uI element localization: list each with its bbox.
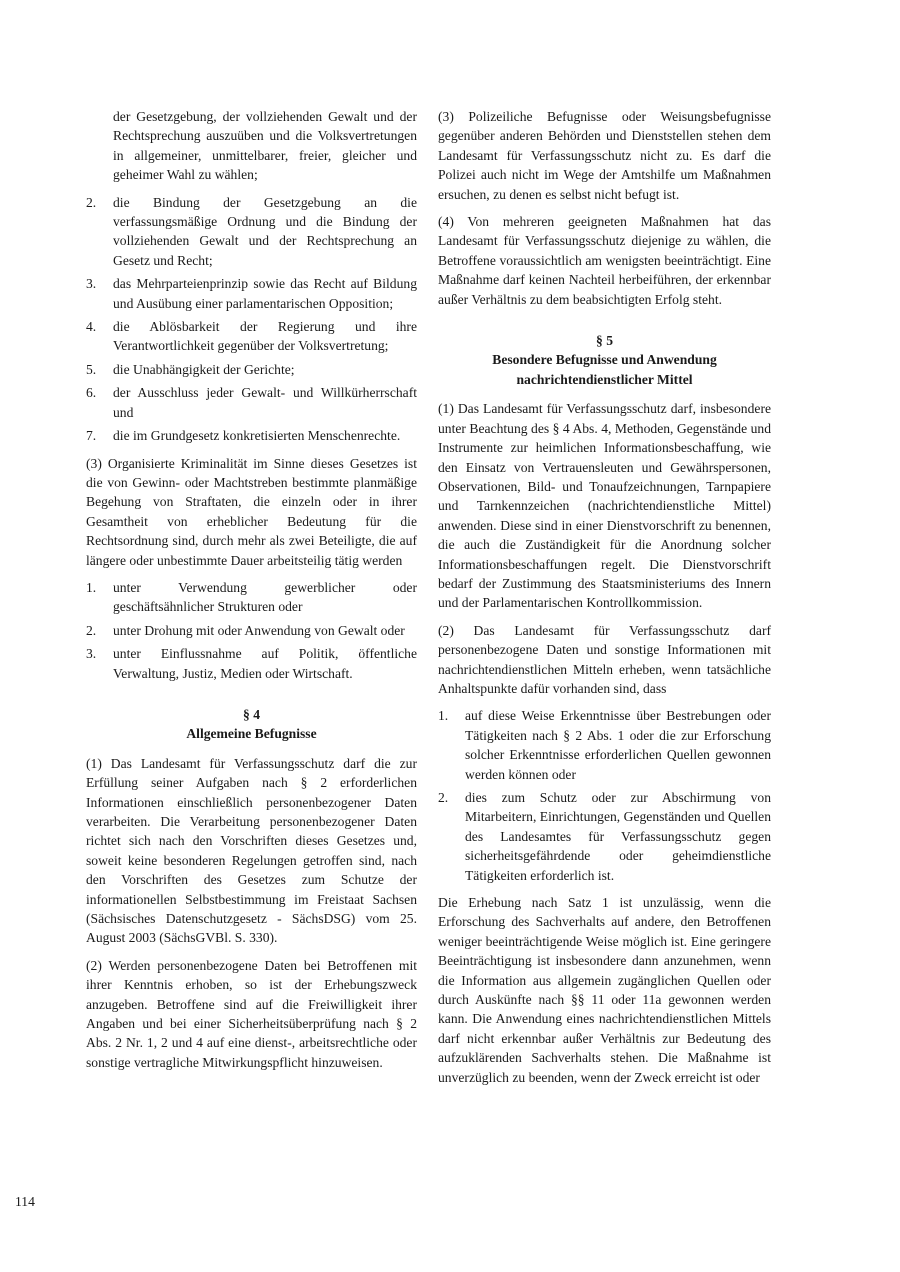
section-number: § 4 [243, 706, 260, 722]
section-4-paragraph-2: (2) Werden personenbezogene Daten bei Betroffenen mit ihrer Kenntnis erhoben, so ist der Erhebungszweck anzugeben. Betroffene sind auf die Freiwilligkeit ihrer Angaben und bei einer Sicherheitsüberprüfung nach § 2 Abs. 2 Nr. 1, 2 und 4 auf eine dienst-, arbeitsrechtliche oder sonstige vertragliche Mitwirkungspflicht hinzuweisen. [86, 957, 417, 1070]
section-5-paragraph-1: (1) Das Landesamt für Verfassungsschutz darf, insbesondere unter Beachtung des § 4 Abs. 4, Methoden, Gegenstände und Instrumente zur heimlichen Informationsbeschaffung, wie den Einsatz von Vertrauensleuten und Gewährspersonen, Observationen, Bild- und Tonaufzeichnungen, Tarnpapiere und Tarnkennzeichen (nachrichtendienstliche Mittel) anwenden. Diese sind in einer Dienstvorschrift zu benennen, die auch die Zuständigkeit für die Anordnung solcher Informationsbeschaffungen regelt. Die Dienstvorschrift bedarf der Zustimmung des Staatsministeriums des Innern und der Parlamentarischen Kontrollkommission. [438, 401, 771, 611]
section-title: Besondere Befugnisse und Anwendung [492, 352, 717, 368]
page-number: 114 [15, 1194, 35, 1209]
section-title: Allgemeine Befugnisse [186, 726, 317, 742]
list-continuation: der Gesetzgebung, der vollziehenden Gewalt und der Rechtsprechung auszuüben und die Volksvertretungen in allgemeiner, unmittelbarer, freier, gleicher und geheimer Wahl zu wählen; [113, 109, 417, 183]
section-number: § 5 [596, 333, 613, 349]
list-item: 2. unter Drohung mit oder Anwendung von Gewalt oder [86, 622, 405, 638]
principles-list [86, 193, 417, 446]
section-4-paragraph-3: (3) Polizeiliche Befugnisse oder Weisungsbefugnisse gegenüber anderen Behörden und Dienststellen stehen dem Landesamt für Verfassungsschutz nicht zu. Es darf die Polizei auch nicht im Wege der Amtshilfe um Maßnahmen ersuchen, zu denen es selbst nicht befugt ist. [438, 109, 771, 202]
section-4-paragraph-4: (4) Von mehreren geeigneten Maßnahmen hat das Landesamt für Verfassungsschutz diejenige zu wählen, die Betroffene voraussichtlich am wenigsten beeinträchtigt. Eine Maßnahme darf keinen Nachteil herbeiführen, der erkennbar außer Verhältnis zu dem beabsichtigten Erfolg steht. [438, 214, 771, 307]
section-4-paragraph-1: (1) Das Landesamt für Verfassungsschutz darf die zur Erfüllung seiner Aufgaben nach § 2 erforderlichen Informationen einschließlich personenbezogener Daten verarbeiten. Die Verarbeitung personenbezogener Daten richtet sich nach den Vorschriften dieses Gesetzes und, soweit keine besonderen Regelungen getroffen sind, nach den Vorschriften des Gesetzes zum Schutze der informationellen Selbstbestimmung im Freistaat Sachsen (Sächsisches Datenschutzgesetz - SächsDSG) vom 25. August 2003 (SächsGVBl. S. 330). [86, 755, 417, 946]
section-5-paragraph-3: Die Erhebung nach Satz 1 ist unzulässig, wenn die Erforschung des Sachverhalts auf andere, den Betroffenen weniger beeinträchtigende Weise möglich ist. Eine geringere Beeinträchtigung ist insbesondere dann anzunehmen, wenn die Information aus allgemein zugänglichen Quellen oder durch Auskünfte nach §§ 11 oder 11a gewonnen werden kann. Die Anwendung eines nachrichtendienstlichen Mittels darf nicht erkennbar außer Verhältnis zur Bedeutung des aufzuklärenden Sachverhalts stehen. Die Maßnahme ist unverzüglich zu beenden, wenn der Zweck erreicht ist oder [438, 895, 771, 1085]
paragraph-3: (3) Organisierte Kriminalität im Sinne dieses Gesetzes ist die von Gewinn- oder Machtstreben bestimmte planmäßige Begehung von Straftaten, die einzeln oder in ihrer Gesamtheit von erheblicher Bedeutung für die Rechtsordnung sind, durch mehr als zwei Beteiligte, die auf längere oder unbestimmte Dauer arbeitsteilig tätig werden [86, 455, 417, 568]
list-item: 3. unter Einflussnahme auf Politik, öffentliche Verwaltung, Justiz, Medien oder Wirtschaft. [86, 646, 417, 681]
section-5-heading [438, 331, 771, 389]
right-column [438, 107, 771, 1095]
list-item: 1. unter Verwendung gewerblicher oder geschäftsähnlicher Strukturen oder [86, 579, 417, 615]
section-5-paragraph-2: (2) Das Landesamt für Verfassungsschutz darf personenbezogene Daten und sonstige Informationen mit nachrichtendienstlichen Mitteln erheben, wenn tatsächliche Anhaltspunkte dafür vorhanden sind, dass [438, 622, 771, 696]
collection-conditions-list [438, 706, 771, 885]
left-column [86, 107, 417, 1080]
list-item: 2. dies zum Schutz oder zur Abschirmung von Mitarbeitern, Einrichtungen, Gegenständen und Quellen des Landesamtes für Verfassungsschutz gegen sicherheitsgefährdende oder geheimdienstliche Tätigkeiten erforderlich ist. [438, 790, 771, 883]
crime-conditions-list [86, 578, 417, 683]
section-title-line-2: nachrichtendienstlicher Mittel [516, 371, 693, 387]
list-item: 4. die Ablösbarkeit der Regierung und ihre Verantwortlichkeit gegenüber der Volksvertretung; [86, 319, 417, 354]
list-item: 6. der Ausschluss jeder Gewalt- und Willkürherrschaft und [86, 385, 417, 420]
list-item: 7. die im Grundgesetz konkretisierten Menschenrechte. [86, 428, 401, 444]
list-item: 1. auf diese Weise Erkenntnisse über Bestrebungen oder Tätigkeiten nach § 2 Abs. 1 oder die zur Erforschung solcher Erkenntnisse erforderlichen Quellen gewonnen werden können oder [438, 708, 771, 782]
list-item: 2. die Bindung der Gesetzgebung an die verfassungsmäßige Ordnung und die Bindung der vollziehenden Gewalt und der Rechtsprechung an Gesetz und Recht; [86, 194, 417, 268]
list-item: 5. die Unabhängigkeit der Gerichte; [86, 361, 295, 377]
section-4-heading [86, 705, 417, 744]
list-item: 3. das Mehrparteienprinzip sowie das Recht auf Bildung und Ausübung einer parlamentarischen Opposition; [86, 276, 417, 311]
